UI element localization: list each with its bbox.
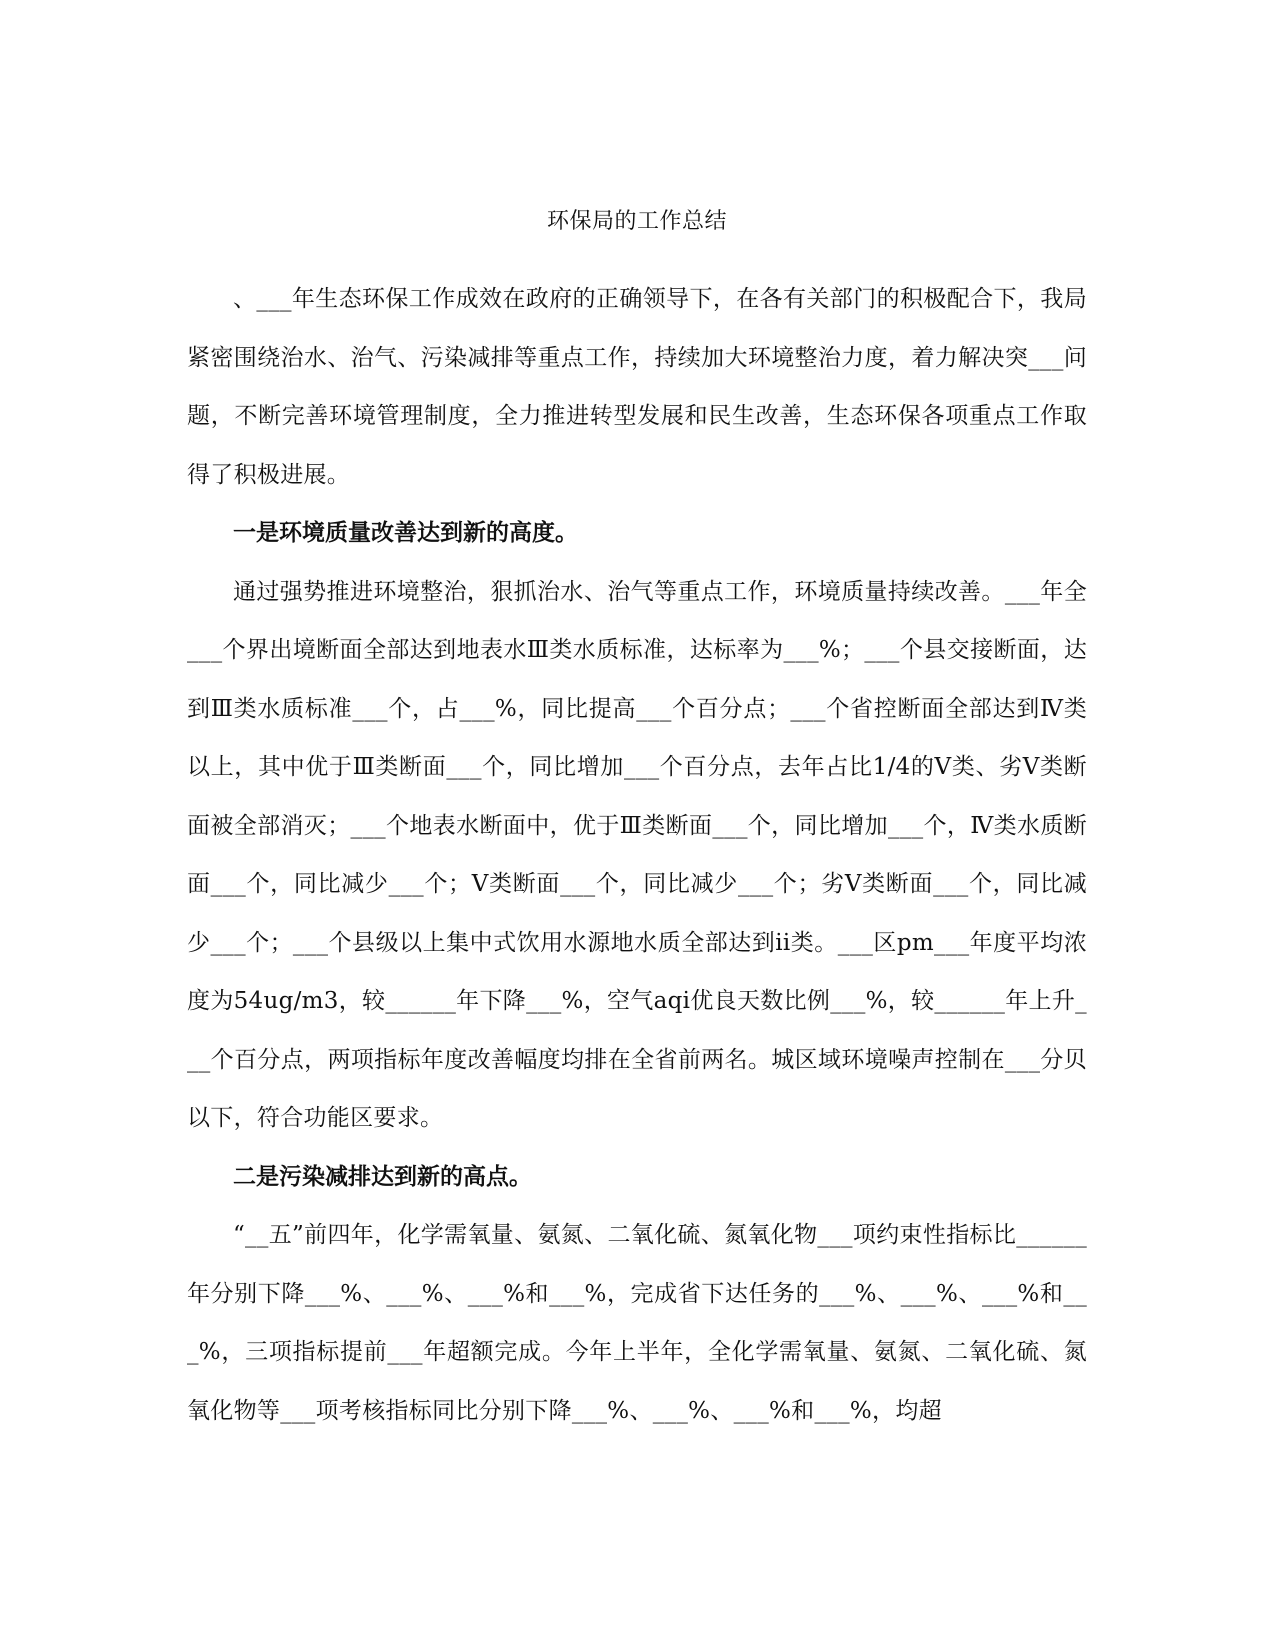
document-title: 环保局的工作总结: [546, 209, 727, 234]
intro-paragraph: 、___年生态环保工作成效在政府的正确领导下，在各有关部门的积极配合下，我局紧密围绕治水、治气、污染减排等重点工作，持续加大环境整治力度，着力解决突___问题，不断完善环境管理制度，全力推进转型发展和民生改善，生态环保各项重点工作取得了积极进展。: [187, 286, 1087, 488]
document-body: [187, 270, 1087, 1440]
section-heading-pollution-reduction: 二是污染减排达到新的高点。: [233, 1163, 532, 1190]
pollution-reduction-paragraph: “__五”前四年，化学需氧量、氨氮、二氧化硫、氮氧化物___项约束性指标比______年分别下降___%、___%、___%和___%，完成省下达任务的___%、___%、___%和___%，三项指标提前___年超额完成。今年上半年，全化学需氧量、氨氮、二氧化硫、氮氧化物等___项考核指标同比分别下降___%、___%、___%和___%，均超: [187, 1222, 1087, 1424]
environment-quality-paragraph: 通过强势推进环境整治，狠抓治水、治气等重点工作，环境质量持续改善。___年全___个界出境断面全部达到地表水Ⅲ类水质标准，达标率为___%；___个县交接断面，达到Ⅲ类水质标准___个，占___%，同比提高___个百分点；___个省控断面全部达到Ⅳ类以上，其中优于Ⅲ类断面___个，同比增加___个百分点，去年占比1/4的Ⅴ类、劣Ⅴ类断面被全部消灭；___个地表水断面中，优于Ⅲ类断面___个，同比增加___个，Ⅳ类水质断面___个，同比减少___个；Ⅴ类断面___个，同比减少___个；劣Ⅴ类断面___个，同比减少___个；___个县级以上集中式饮用水源地水质全部达到ii类。___区pm___年度平均浓度为54ug/m3，较______年下降___%，空气aqi优良天数比例___%，较______年上升___个百分点，两项指标年度改善幅度均排在全省前两名。城区域环境噪声控制在___分贝以下，符合功能区要求。: [187, 578, 1087, 1131]
section-heading-environment-quality: 一是环境质量改善达到新的高度。: [233, 520, 578, 546]
